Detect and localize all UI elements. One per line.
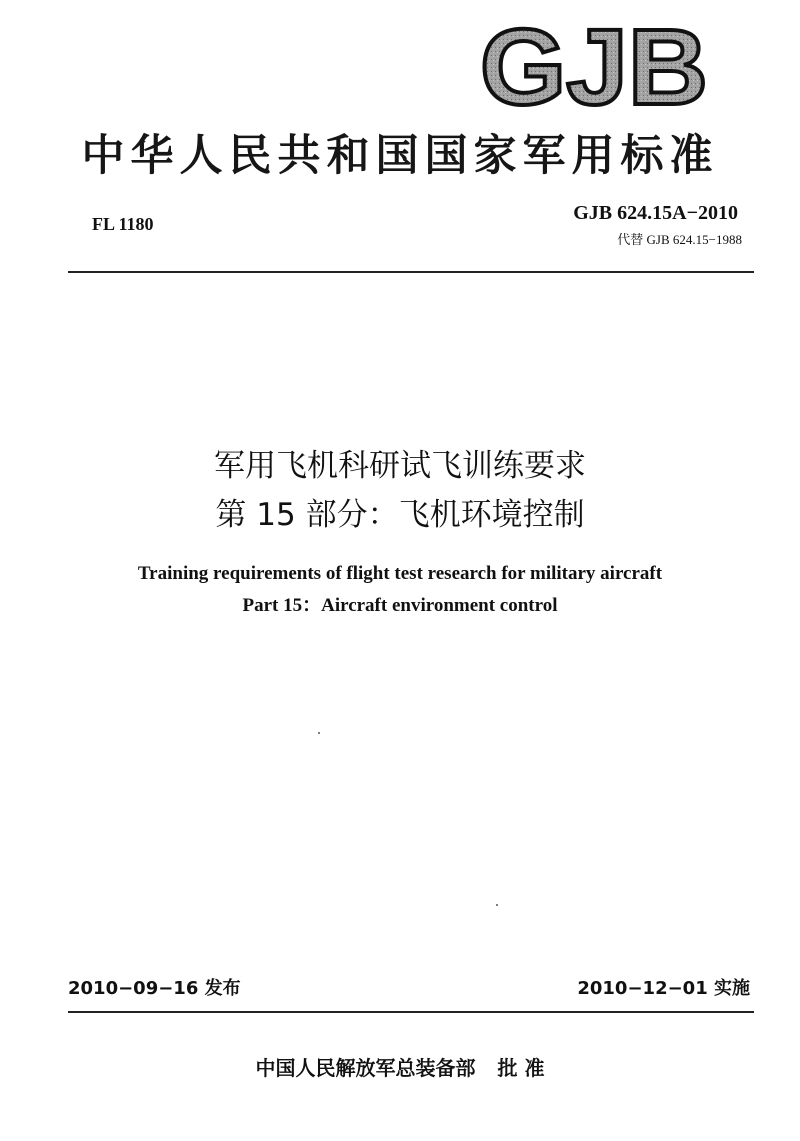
gjb-logo xyxy=(478,18,710,114)
organization-title: 中华人民共和国国家军用标准 xyxy=(81,131,719,181)
standard-number: GJB 624.15A−2010 xyxy=(573,202,738,224)
header-divider xyxy=(68,271,754,273)
approval-line xyxy=(0,1052,800,1081)
implementation-date: 2010−12−01 实施 xyxy=(577,978,750,999)
logo-lettering: GJB xyxy=(480,18,708,114)
approval-word: 批 准 xyxy=(497,1056,545,1080)
document-title-zh: 军用飞机科研试飞训练要求 xyxy=(214,448,586,484)
classification-code: FL 1180 xyxy=(92,214,154,234)
issue-date: 2010−09−16 发布 xyxy=(68,978,241,999)
document-subtitle-en: Part 15：Aircraft environment control xyxy=(242,595,558,616)
scan-speck xyxy=(318,732,320,734)
footer-divider xyxy=(68,1011,754,1013)
scan-speck xyxy=(496,904,498,906)
replaces-standard: 代替 GJB 624.15−1988 xyxy=(617,232,742,247)
document-title-en: Training requirements of flight test research for military aircraft xyxy=(137,563,663,584)
gjb-logo-graphic xyxy=(478,18,710,114)
document-subtitle-zh: 第 15 部分：飞机环境控制 xyxy=(215,497,585,533)
approving-authority: 中国人民解放军总装备部 xyxy=(255,1056,476,1080)
